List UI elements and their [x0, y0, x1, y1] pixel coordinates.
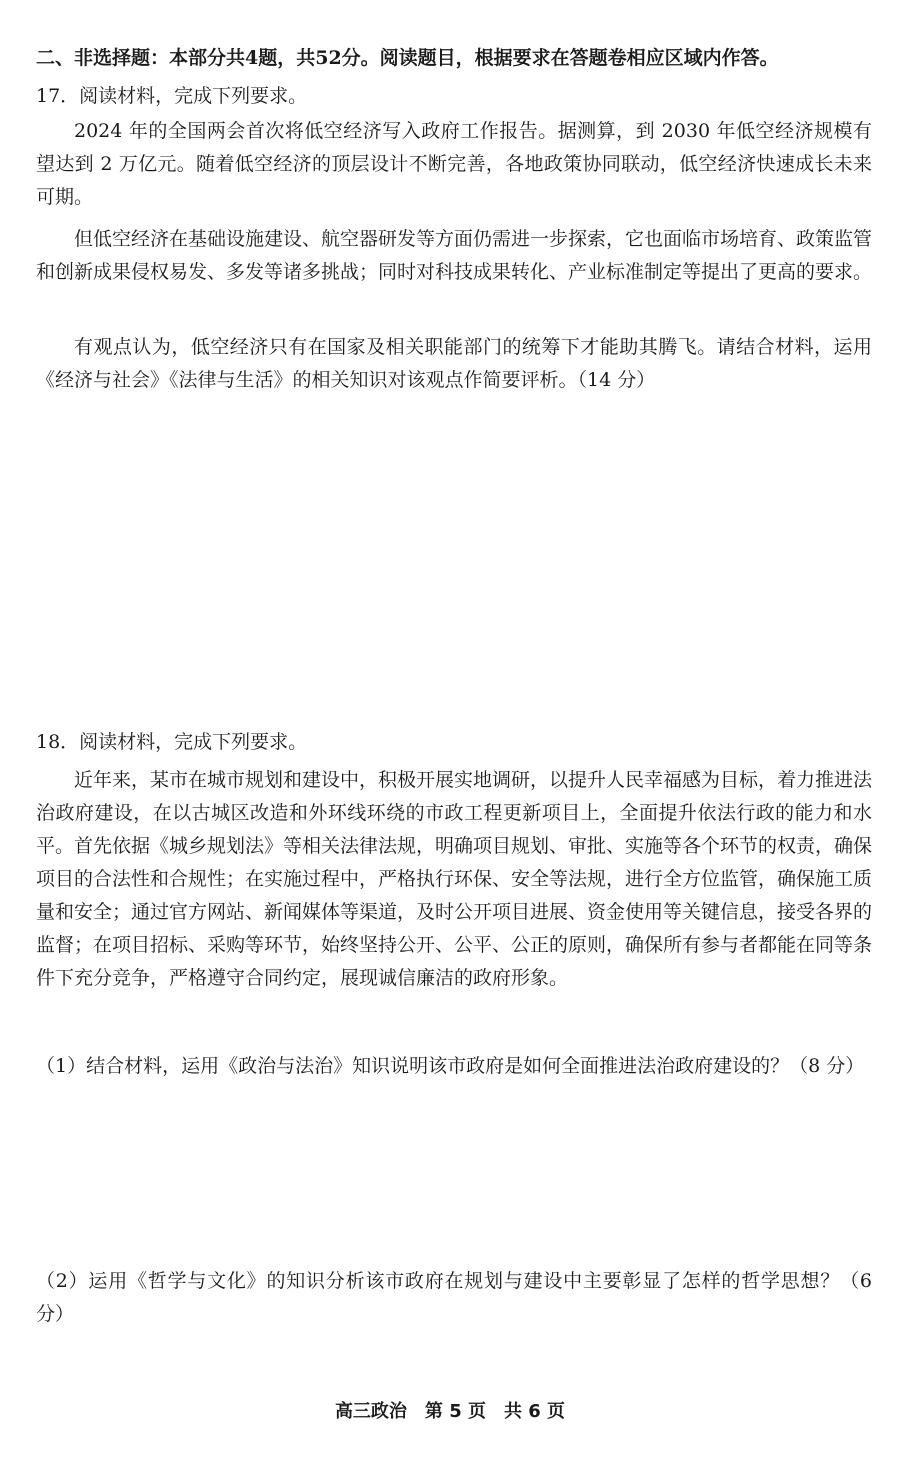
q17-paragraph-3: 有观点认为，低空经济只有在国家及相关职能部门的统筹下才能助其腾飞。请结合材料，运用《经济与社会》《法律与生活》的相关知识对该观点作简要评析。（14 分）: [36, 336, 872, 391]
q18-sub-question-2: （2）运用《哲学与文化》的知识分析该市政府在规划与建设中主要彰显了怎样的哲学思想？（6 分）: [36, 1270, 872, 1325]
section-header: 二、非选择题：本部分共4题，共52分。阅读题目，根据要求在答题卷相应区域内作答。: [36, 47, 779, 69]
q18-paragraph: 近年来，某市在城市规划和建设中，积极开展实地调研，以提升人民幸福感为目标，着力推进法治政府建设，在以古城区改造和外环线环绕的市政工程更新项目上，全面提升依法行政的能力和水平。首先依据《城乡规划法》等相关法律法规，明确项目规划、审批、实施等各个环节的权责，确保项目的合法性和合规性；在实施过程中，严格执行环保、安全等法规，进行全方位监管，确保施工质量和安全；通过官方网站、新闻媒体等渠道，及时公开项目进展、资金使用等关键信息，接受各界的监督；在项目招标、采购等环节，始终坚持公开、公平、公正的原则，确保所有参与者都能在同等条件下充分竞争，严格遵守合同约定，展现诚信廉洁的政府形象。: [36, 769, 873, 989]
q18-sub-question-1: （1）结合材料，运用《政治与法治》知识说明该市政府是如何全面推进法治政府建设的？（8 分）: [36, 1055, 865, 1077]
q17-paragraph-1: 2024 年的全国两会首次将低空经济写入政府工作报告。据测算，到 2030 年低空经济规模有望达到 2 万亿元。随着低空经济的顶层设计不断完善，各地政策协同联动，低空经济快速成长未来可期。: [36, 120, 872, 208]
q17-title: 17．阅读材料，完成下列要求。: [36, 85, 308, 107]
page-footer: 高三政治 第 5 页 共 6 页: [334, 1401, 566, 1422]
q17-paragraph-2: 但低空经济在基础设施建设、航空器研发等方面仍需进一步探索，它也面临市场培育、政策监管和创新成果侵权易发、多发等诸多挑战；同时对科技成果转化、产业标准制定等提出了更高的要求。: [36, 228, 873, 283]
q18-title: 18．阅读材料，完成下列要求。: [36, 731, 308, 753]
